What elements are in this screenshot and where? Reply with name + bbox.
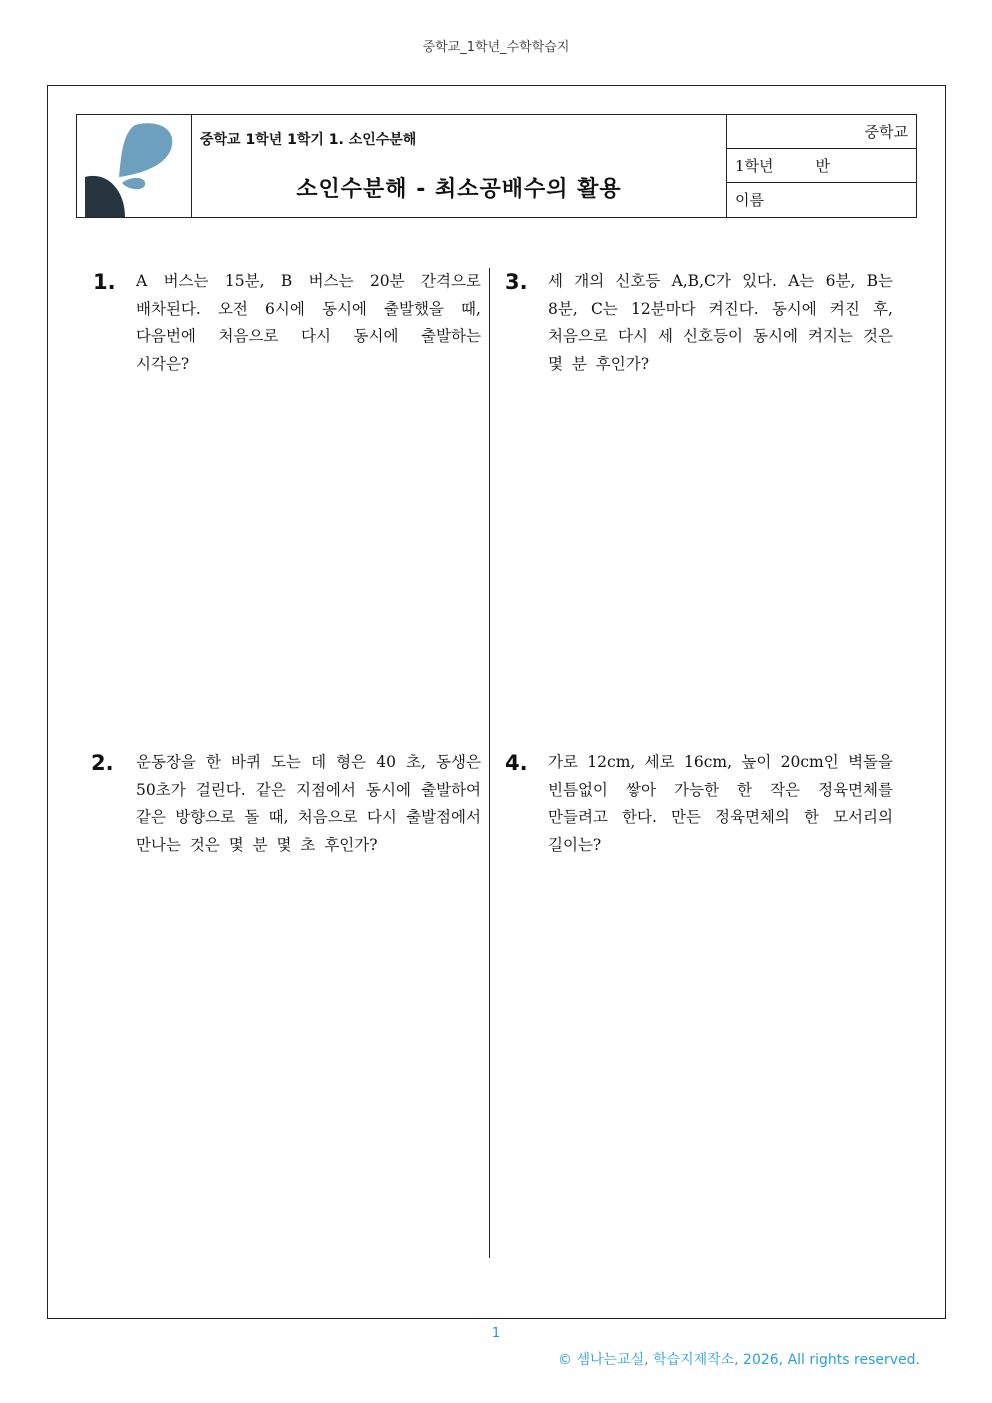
- word: 작은: [770, 780, 801, 799]
- word: A는: [788, 272, 815, 290]
- word: 쌓아: [625, 780, 656, 799]
- word: 20cm인: [780, 753, 839, 771]
- word: 방향으로: [175, 808, 236, 826]
- word: 출발했을: [384, 299, 444, 318]
- word: 출발점에서: [406, 808, 481, 826]
- word: 가로: [548, 753, 578, 771]
- word: 벽돌을: [848, 753, 893, 771]
- worksheet-subtitle: 중학교 1학년 1학기 1. 소인수분해: [200, 132, 417, 148]
- word: 켜지는: [807, 327, 853, 345]
- word: 만들려고: [548, 808, 608, 826]
- word: 8분,: [548, 299, 578, 318]
- word: 형은: [336, 753, 367, 771]
- question-text: [548, 749, 893, 859]
- text-line: [548, 323, 893, 351]
- word: A: [136, 272, 148, 290]
- question-text: [136, 749, 481, 859]
- question-number: 4.: [505, 751, 528, 775]
- droplet-logo-icon: [77, 115, 191, 217]
- text-line: 만나는 것은 몇 분 몇 초 후인가?: [136, 835, 378, 854]
- word: 때,: [268, 808, 289, 826]
- word: 한: [803, 808, 819, 826]
- text-line: 몇 분 후인가?: [548, 354, 650, 373]
- logo: [77, 115, 192, 217]
- word: 모서리의: [833, 808, 893, 826]
- word: 처음으로: [218, 327, 279, 345]
- running-header: 중학교_1학년_수학학습지: [422, 40, 570, 55]
- word: 동시에: [753, 327, 798, 345]
- word: 같은: [255, 780, 286, 799]
- grade-label: 1학년: [735, 157, 774, 175]
- word: 12분마다: [630, 299, 696, 318]
- word: 켜진: [829, 299, 860, 318]
- text-line: [136, 323, 481, 351]
- word: 높이: [741, 753, 772, 771]
- word: 배차된다.: [136, 299, 201, 318]
- word: 도는: [271, 753, 302, 771]
- question-number: 1.: [93, 270, 116, 294]
- word: 지점에서: [295, 780, 356, 799]
- column-divider: [489, 268, 490, 1258]
- word: 정육면체의: [715, 808, 790, 826]
- word: 출발하는: [421, 327, 481, 345]
- question-number: 2.: [91, 751, 114, 775]
- school-field: 중학교: [727, 115, 916, 149]
- text-line: [548, 296, 893, 324]
- word: 처음으로: [548, 327, 608, 345]
- word: B: [280, 272, 293, 290]
- word: C는: [590, 299, 618, 318]
- copyright: © 셈나는교실, 학습지제작소, 2026, All rights reserved.: [558, 1352, 920, 1368]
- text-line: [136, 749, 481, 777]
- question-text: [548, 268, 893, 378]
- word: 40: [376, 753, 396, 771]
- word: 세: [657, 327, 673, 345]
- word: B는: [866, 272, 893, 290]
- word: 걸린다.: [195, 780, 246, 799]
- word: 16cm,: [683, 753, 732, 771]
- word: 15분,: [224, 272, 265, 290]
- text-line: 길이는?: [548, 835, 602, 854]
- text-line: [136, 804, 481, 832]
- word: 정육면체를: [818, 780, 893, 799]
- header-table: [76, 114, 917, 218]
- word: 후,: [873, 299, 893, 318]
- question-text: [136, 268, 481, 378]
- word: 한: [205, 753, 221, 771]
- question-number: 3.: [505, 270, 528, 294]
- word: A,B,C가: [671, 272, 731, 290]
- word: 빈틈없이: [548, 780, 608, 799]
- word: 처음으로: [297, 808, 358, 826]
- word: 버스는: [308, 272, 354, 290]
- word: 만든: [670, 808, 701, 826]
- word: 세: [548, 272, 563, 290]
- word: 출발하여: [421, 780, 481, 799]
- word: 신호등: [615, 272, 661, 290]
- word: 가능한: [674, 780, 719, 799]
- word: 12cm,: [587, 753, 636, 771]
- word: 바퀴: [231, 753, 261, 771]
- text-line: [548, 268, 893, 296]
- text-line: [548, 804, 893, 832]
- word: 한: [737, 780, 752, 799]
- word: 운동장을: [136, 753, 196, 771]
- word: 세로: [644, 753, 675, 771]
- word: 초,: [406, 753, 426, 771]
- word: 때,: [461, 299, 481, 318]
- word: 데: [311, 753, 327, 771]
- word: 다시: [366, 808, 397, 826]
- word: 다음번에: [136, 327, 196, 345]
- word: 6시에: [265, 299, 305, 318]
- text-line: [548, 749, 893, 777]
- name-field: 이름: [735, 191, 764, 209]
- word: 다시: [617, 327, 648, 345]
- word: 돌: [244, 808, 260, 826]
- word: 한다.: [622, 808, 657, 826]
- text-line: [136, 777, 481, 805]
- word: 다시: [301, 327, 331, 345]
- grade-class-field: [727, 149, 916, 183]
- word: 버스는: [163, 272, 209, 290]
- word: 동생은: [436, 753, 481, 771]
- word: 있다.: [742, 272, 777, 290]
- word: 6분,: [825, 272, 856, 290]
- class-label: 반: [815, 157, 831, 175]
- word: 것은: [862, 327, 893, 345]
- text-line: [136, 296, 481, 324]
- word: 동시에: [771, 299, 817, 318]
- text-line: [548, 777, 893, 805]
- text-line: 시각은?: [136, 354, 190, 373]
- word: 동시에: [321, 299, 367, 318]
- worksheet-title: 소인수분해 - 최소공배수의 활용: [296, 177, 622, 202]
- word: 신호등이: [683, 327, 743, 345]
- word: 같은: [136, 808, 166, 826]
- word: 켜진다.: [708, 299, 759, 318]
- word: 간격으로: [421, 272, 481, 290]
- word: 20분: [369, 272, 405, 290]
- text-line: [136, 268, 481, 296]
- word: 동시에: [366, 780, 411, 799]
- word: 개의: [574, 272, 605, 290]
- page-number: 1: [491, 1326, 501, 1341]
- word: 동시에: [353, 327, 399, 345]
- word: 50초가: [136, 780, 186, 799]
- word: 오전: [217, 299, 248, 318]
